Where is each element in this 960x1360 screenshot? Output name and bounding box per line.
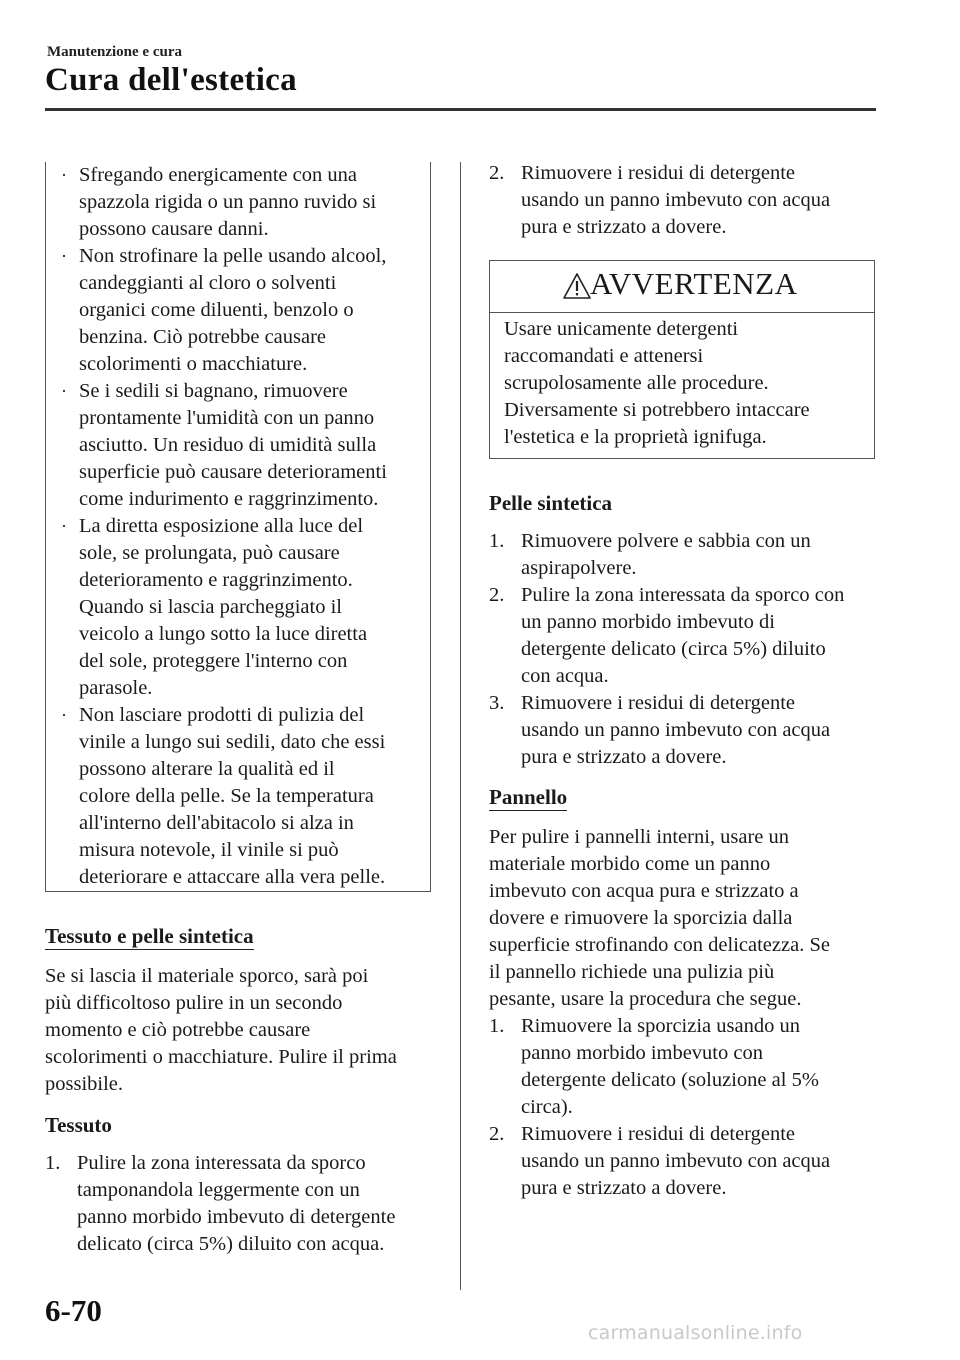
step-number: 2. [489, 1123, 505, 1145]
bullet-dot-icon: · [61, 381, 67, 401]
header-rule [45, 108, 876, 111]
bullet-line: superficie può causare deterioramenti [79, 461, 387, 483]
bullet-line: sole, se prolungata, può causare [79, 542, 340, 564]
page-number: 6-70 [45, 1293, 102, 1328]
bullet-line: organici come diluenti, benzolo o [79, 299, 354, 321]
caution-bullet [58, 243, 426, 378]
bullet-line: come indurimento e raggrinzimento. [79, 488, 379, 510]
caution-block [45, 162, 431, 892]
step-number: 1. [45, 1152, 61, 1174]
bullet-dot-icon: · [61, 165, 67, 185]
column-divider [460, 162, 461, 1290]
step-number: 2. [489, 584, 505, 606]
bullet-dot-icon: · [61, 516, 67, 536]
pelle-step: 2. Pulire la zona interessata da sporco con un panno morbido imbevuto di detergente delicato (circa 5%) diluito con acqua. [489, 584, 845, 687]
right-flow [489, 490, 881, 1202]
bullet-line: possono alterare la qualità ed il [79, 758, 335, 780]
bullet-line: misura notevole, il vinile si può [79, 839, 339, 861]
bullet-line: deterioramento e raggrinzimento. [79, 569, 353, 591]
warning-header [490, 261, 874, 313]
bullet-line: all'interno dell'abitacolo si alza in [79, 812, 354, 834]
step-number: 2. [489, 162, 505, 184]
tessuto-pelle-intro: Se si lascia il materiale sporco, sarà poi più difficoltoso pulire in un secondo momento e ciò potrebbe causare scolorimenti o macchiature. Pulire il prima possibile. [45, 965, 397, 1095]
warning-title: AVVERTENZA [590, 266, 798, 301]
bullet-line: Non lasciare prodotti di pulizia del [79, 704, 365, 726]
bullet-line: prontamente l'umidità con un panno [79, 407, 375, 429]
header-section: Manutenzione e cura [47, 44, 182, 60]
tessuto-step: 1. Pulire la zona interessata da sporco tamponandola leggermente con un panno morbido imbevuto di detergente delicato (circa 5%) diluito con acqua. [45, 1152, 396, 1255]
bullet-line: del sole, proteggere l'interno con [79, 650, 348, 672]
caution-bullet [58, 702, 426, 891]
pelle-step: 3. Rimuovere i residui di detergente usando un panno imbevuto con acqua pura e strizzato a dovere. [489, 692, 831, 768]
page-title: Cura dell'estetica [45, 62, 297, 98]
bullet-line: possono causare danni. [79, 218, 269, 240]
subheading-pelle-sintetica: Pelle sintetica [489, 491, 613, 515]
caution-bullet [58, 378, 426, 513]
bullet-line: benzina. Ciò potrebbe causare [79, 326, 327, 348]
pannello-step: 2. Rimuovere i residui di detergente usando un panno imbevuto con acqua pura e strizzato a dovere. [489, 1123, 831, 1199]
left-flow [45, 924, 440, 1258]
step-number: 3. [489, 692, 505, 714]
bullet-line: vinile a lungo sui sedili, dato che essi [79, 731, 386, 753]
bullet-line: La diretta esposizione alla luce del [79, 515, 364, 537]
bullet-line: colore della pelle. Se la temperatura [79, 785, 374, 807]
warning-box [489, 260, 875, 459]
bullet-line: veicolo a lungo sotto la luce diretta [79, 623, 368, 645]
warning-triangle-icon [562, 272, 592, 300]
pannello-step: 1. Rimuovere la sporcizia usando un panno morbido imbevuto con detergente delicato (soluzione al 5% circa). [489, 1015, 819, 1118]
caution-bullet [58, 162, 426, 243]
bullet-dot-icon: · [61, 246, 67, 266]
step-number: 1. [489, 1015, 505, 1037]
step-number: 1. [489, 530, 505, 552]
section-heading-tessuto-pelle: Tessuto e pelle sintetica [45, 924, 254, 948]
section-heading-pannello: Pannello [489, 785, 568, 809]
pelle-step: 1. Rimuovere polvere e sabbia con un aspirapolvere. [489, 530, 811, 579]
tessuto-step: 2. Rimuovere i residui di detergente usando un panno imbevuto con acqua pura e strizzato a dovere. [489, 162, 831, 238]
bullet-line: Se i sedili si bagnano, rimuovere [79, 380, 348, 402]
bullet-line: Quando si lascia parcheggiato il [79, 596, 342, 618]
bullet-line: asciutto. Un residuo di umidità sulla [79, 434, 377, 456]
caution-bullet-list [58, 162, 426, 891]
warning-text: Usare unicamente detergenti raccomandati e attenersi scrupolosamente alle procedure. Diversamente si potrebbero intaccare l'estetica e la proprietà ignifuga. [504, 318, 810, 448]
watermark: carmanualsonline.info [588, 1322, 803, 1344]
bullet-line: parasole. [79, 677, 153, 699]
bullet-line: scolorimenti o macchiature. [79, 353, 308, 375]
caution-bullet [58, 513, 426, 702]
bullet-line: Sfregando energicamente con una [79, 164, 357, 186]
subheading-tessuto: Tessuto [45, 1113, 112, 1137]
bullet-line: candeggianti al cloro o solventi [79, 272, 337, 294]
bullet-line: Non strofinare la pelle usando alcool, [79, 245, 387, 267]
pannello-intro: Per pulire i pannelli interni, usare un materiale morbido come un panno imbevuto con acqua pura e strizzato a dovere e rimuovere la sporcizia dalla superficie strofinando con delicatezza. Se il pannello richiede una pulizia più pesante, usare la procedura che segue. [489, 826, 830, 1010]
bullet-dot-icon: · [61, 705, 67, 725]
bullet-line: deteriorare e attaccare alla vera pelle. [79, 866, 386, 888]
bullet-line: spazzola rigida o un panno ruvido si [79, 191, 377, 213]
right-flow-top [489, 160, 881, 241]
